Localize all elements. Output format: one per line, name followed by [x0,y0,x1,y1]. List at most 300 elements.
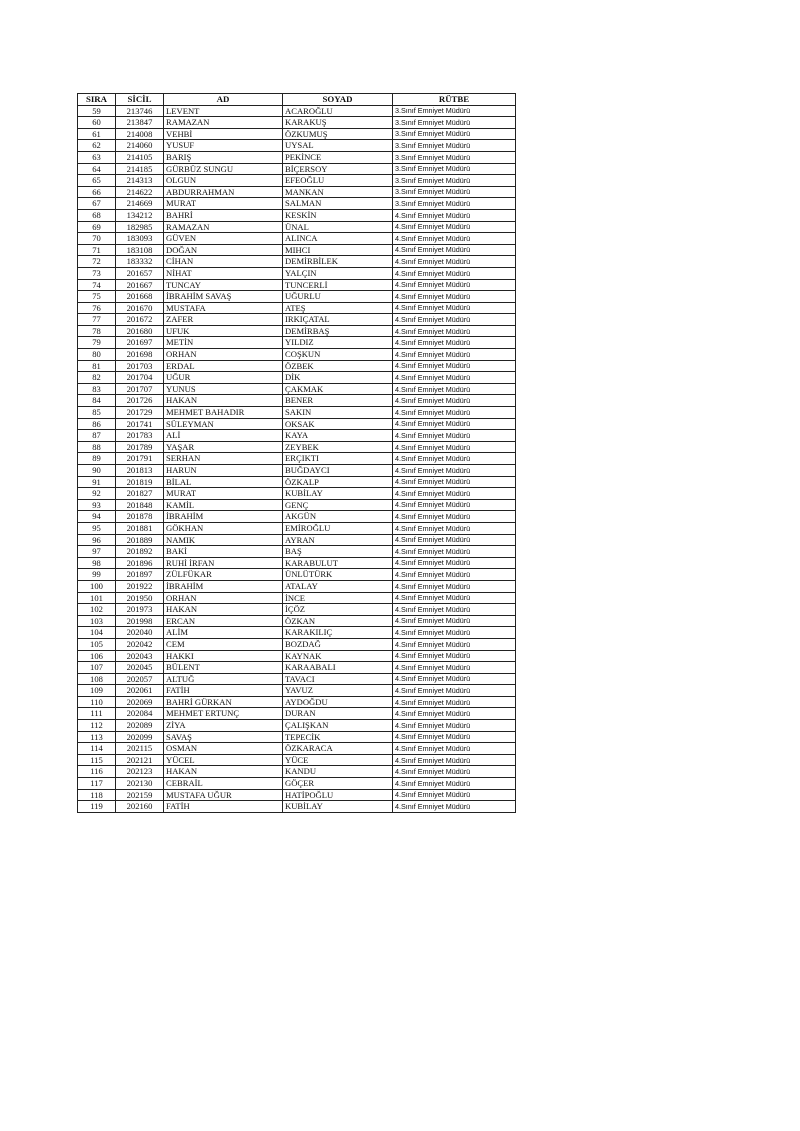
cell-soyad: BOZDAĞ [283,638,393,650]
cell-sicil: 201813 [116,465,164,477]
cell-sicil: 201697 [116,337,164,349]
column-header-rutbe: RÜTBE [393,94,516,106]
cell-sicil: 201827 [116,488,164,500]
cell-soyad: ÇALIŞKAN [283,720,393,732]
cell-sira: 119 [78,801,116,813]
cell-sicil: 201703 [116,360,164,372]
cell-soyad: GÖÇER [283,778,393,790]
cell-soyad: KESKİN [283,209,393,221]
cell-rutbe: 3.Sınıf Emniyet Müdürü [393,128,516,140]
cell-rutbe: 4.Sınıf Emniyet Müdürü [393,465,516,477]
cell-sira: 59 [78,105,116,117]
cell-sicil: 201973 [116,604,164,616]
table-row [78,557,516,569]
cell-sira: 94 [78,511,116,523]
table-row [78,638,516,650]
cell-soyad: UĞURLU [283,291,393,303]
cell-sicil: 202089 [116,720,164,732]
cell-rutbe: 3.Sınıf Emniyet Müdürü [393,163,516,175]
cell-ad: MURAT [164,198,283,210]
cell-soyad: ÜNLÜTÜRK [283,569,393,581]
table-row [78,441,516,453]
cell-sicil: 201667 [116,279,164,291]
cell-sicil: 214622 [116,186,164,198]
cell-sira: 113 [78,731,116,743]
cell-sicil: 182985 [116,221,164,233]
cell-sira: 79 [78,337,116,349]
table-row [78,291,516,303]
cell-rutbe: 4.Sınıf Emniyet Müdürü [393,696,516,708]
cell-rutbe: 4.Sınıf Emniyet Müdürü [393,349,516,361]
cell-rutbe: 4.Sınıf Emniyet Müdürü [393,615,516,627]
cell-ad: BARIŞ [164,151,283,163]
cell-sicil: 183093 [116,233,164,245]
cell-sicil: 201881 [116,522,164,534]
cell-sicil: 201704 [116,372,164,384]
cell-rutbe: 4.Sınıf Emniyet Müdürü [393,673,516,685]
cell-sira: 96 [78,534,116,546]
cell-sira: 114 [78,743,116,755]
cell-soyad: ALINCA [283,233,393,245]
cell-rutbe: 3.Sınıf Emniyet Müdürü [393,105,516,117]
cell-ad: ORHAN [164,592,283,604]
table-row [78,279,516,291]
table-row [78,175,516,187]
table-row [78,140,516,152]
cell-rutbe: 4.Sınıf Emniyet Müdürü [393,279,516,291]
cell-sira: 60 [78,117,116,129]
cell-soyad: KUBİLAY [283,488,393,500]
cell-sicil: 201707 [116,383,164,395]
cell-soyad: TEPECİK [283,731,393,743]
cell-sira: 70 [78,233,116,245]
cell-sira: 89 [78,453,116,465]
cell-sira: 73 [78,267,116,279]
table-row [78,789,516,801]
cell-soyad: KARAKUŞ [283,117,393,129]
cell-sicil: 202084 [116,708,164,720]
cell-soyad: BENER [283,395,393,407]
cell-sira: 61 [78,128,116,140]
cell-sira: 68 [78,209,116,221]
cell-ad: İBRAHİM [164,511,283,523]
cell-ad: MURAT [164,488,283,500]
cell-sira: 104 [78,627,116,639]
table-row [78,696,516,708]
cell-rutbe: 4.Sınıf Emniyet Müdürü [393,778,516,790]
cell-soyad: ÇAKMAK [283,383,393,395]
cell-sicil: 213746 [116,105,164,117]
cell-sira: 83 [78,383,116,395]
cell-sicil: 214105 [116,151,164,163]
cell-ad: YAŞAR [164,441,283,453]
cell-soyad: İÇÖZ [283,604,393,616]
cell-ad: ALİM [164,627,283,639]
cell-soyad: TUNCERLİ [283,279,393,291]
table-row [78,766,516,778]
cell-soyad: ATALAY [283,580,393,592]
cell-rutbe: 4.Sınıf Emniyet Müdürü [393,383,516,395]
cell-rutbe: 4.Sınıf Emniyet Müdürü [393,291,516,303]
cell-sira: 112 [78,720,116,732]
cell-sira: 110 [78,696,116,708]
table-row [78,372,516,384]
cell-soyad: KAYA [283,430,393,442]
cell-sicil: 201670 [116,302,164,314]
cell-ad: MEHMET BAHADIR [164,407,283,419]
table-row [78,337,516,349]
table-row [78,465,516,477]
cell-rutbe: 4.Sınıf Emniyet Müdürü [393,766,516,778]
table-row [78,720,516,732]
table-row [78,778,516,790]
cell-sicil: 201791 [116,453,164,465]
table-row [78,708,516,720]
cell-sicil: 202069 [116,696,164,708]
cell-ad: HAKAN [164,766,283,778]
cell-sira: 101 [78,592,116,604]
cell-sicil: 201668 [116,291,164,303]
table-row [78,673,516,685]
cell-rutbe: 4.Sınıf Emniyet Müdürü [393,360,516,372]
cell-sira: 74 [78,279,116,291]
cell-soyad: AYRAN [283,534,393,546]
cell-soyad: SALMAN [283,198,393,210]
cell-rutbe: 4.Sınıf Emniyet Müdürü [393,233,516,245]
cell-soyad: PEKİNCE [283,151,393,163]
cell-sira: 72 [78,256,116,268]
cell-sira: 80 [78,349,116,361]
cell-ad: TUNCAY [164,279,283,291]
cell-ad: ALTUĞ [164,673,283,685]
table-row [78,592,516,604]
cell-soyad: BİÇERSOY [283,163,393,175]
cell-soyad: BUĞDAYCI [283,465,393,477]
cell-sicil: 201922 [116,580,164,592]
table-row [78,221,516,233]
table-row [78,418,516,430]
cell-sicil: 201896 [116,557,164,569]
table-row [78,302,516,314]
cell-rutbe: 4.Sınıf Emniyet Müdürü [393,325,516,337]
cell-rutbe: 4.Sınıf Emniyet Müdürü [393,592,516,604]
cell-rutbe: 4.Sınıf Emniyet Müdürü [393,209,516,221]
table-row [78,314,516,326]
table-row [78,128,516,140]
table-row [78,476,516,488]
cell-rutbe: 3.Sınıf Emniyet Müdürü [393,140,516,152]
cell-sicil: 214669 [116,198,164,210]
cell-rutbe: 4.Sınıf Emniyet Müdürü [393,708,516,720]
cell-ad: RUHİ İRFAN [164,557,283,569]
cell-rutbe: 4.Sınıf Emniyet Müdürü [393,546,516,558]
cell-ad: YUSUF [164,140,283,152]
cell-rutbe: 4.Sınıf Emniyet Müdürü [393,743,516,755]
cell-sicil: 183108 [116,244,164,256]
cell-sira: 77 [78,314,116,326]
cell-rutbe: 4.Sınıf Emniyet Müdürü [393,627,516,639]
cell-sira: 109 [78,685,116,697]
cell-sira: 95 [78,522,116,534]
cell-ad: ZAFER [164,314,283,326]
cell-sicil: 201892 [116,546,164,558]
cell-ad: MUSTAFA UĞUR [164,789,283,801]
cell-ad: ORHAN [164,349,283,361]
cell-ad: CEBRAİL [164,778,283,790]
cell-sicil: 202045 [116,662,164,674]
cell-soyad: BAŞ [283,546,393,558]
cell-rutbe: 4.Sınıf Emniyet Müdürü [393,662,516,674]
cell-sicil: 202057 [116,673,164,685]
table-row [78,754,516,766]
table-row [78,604,516,616]
cell-ad: HARUN [164,465,283,477]
cell-sicil: 201729 [116,407,164,419]
table-body [78,105,516,812]
cell-sira: 86 [78,418,116,430]
table-row [78,267,516,279]
cell-ad: ERDAL [164,360,283,372]
cell-soyad: EFEOĞLU [283,175,393,187]
cell-sicil: 213847 [116,117,164,129]
cell-ad: RAMAZAN [164,221,283,233]
cell-sira: 92 [78,488,116,500]
cell-soyad: ATEŞ [283,302,393,314]
cell-ad: ALİ [164,430,283,442]
cell-sira: 107 [78,662,116,674]
cell-sicil: 183332 [116,256,164,268]
cell-sira: 105 [78,638,116,650]
cell-sicil: 201998 [116,615,164,627]
cell-sicil: 201889 [116,534,164,546]
cell-sicil: 202130 [116,778,164,790]
cell-soyad: ÖZKAN [283,615,393,627]
cell-soyad: YALÇIN [283,267,393,279]
cell-ad: DOĞAN [164,244,283,256]
cell-soyad: KARAABALI [283,662,393,674]
cell-ad: YÜCEL [164,754,283,766]
cell-soyad: IRKIÇATAL [283,314,393,326]
cell-ad: BAHRİ [164,209,283,221]
cell-sicil: 202160 [116,801,164,813]
cell-sira: 98 [78,557,116,569]
column-header-ad: AD [164,94,283,106]
cell-sira: 91 [78,476,116,488]
cell-ad: OLGUN [164,175,283,187]
cell-soyad: ÖZKUMUŞ [283,128,393,140]
cell-sicil: 202099 [116,731,164,743]
table-row [78,105,516,117]
table-row [78,233,516,245]
cell-ad: SAVAŞ [164,731,283,743]
cell-sira: 65 [78,175,116,187]
cell-soyad: SAKIN [283,407,393,419]
cell-sicil: 201789 [116,441,164,453]
cell-rutbe: 4.Sınıf Emniyet Müdürü [393,476,516,488]
cell-soyad: ÖZBEK [283,360,393,372]
cell-soyad: MIHCI [283,244,393,256]
cell-rutbe: 4.Sınıf Emniyet Müdürü [393,221,516,233]
cell-sira: 62 [78,140,116,152]
cell-soyad: COŞKUN [283,349,393,361]
cell-sira: 78 [78,325,116,337]
table-row [78,186,516,198]
cell-ad: UĞUR [164,372,283,384]
table-row [78,499,516,511]
table-row [78,349,516,361]
cell-soyad: UYSAL [283,140,393,152]
cell-sicil: 214060 [116,140,164,152]
table-row [78,662,516,674]
cell-ad: OSMAN [164,743,283,755]
table-row [78,522,516,534]
cell-soyad: KARABULUT [283,557,393,569]
cell-rutbe: 4.Sınıf Emniyet Müdürü [393,731,516,743]
cell-ad: RAMAZAN [164,117,283,129]
column-header-soyad: SOYAD [283,94,393,106]
table-row [78,569,516,581]
cell-soyad: TAVACI [283,673,393,685]
cell-rutbe: 4.Sınıf Emniyet Müdürü [393,407,516,419]
cell-soyad: KUBİLAY [283,801,393,813]
cell-sicil: 201897 [116,569,164,581]
cell-soyad: GENÇ [283,499,393,511]
cell-rutbe: 4.Sınıf Emniyet Müdürü [393,499,516,511]
cell-soyad: DİK [283,372,393,384]
table-row [78,163,516,175]
cell-sira: 108 [78,673,116,685]
cell-sicil: 201741 [116,418,164,430]
cell-rutbe: 4.Sınıf Emniyet Müdürü [393,685,516,697]
cell-ad: METİN [164,337,283,349]
table-row [78,534,516,546]
cell-soyad: ÖZKALP [283,476,393,488]
cell-soyad: YÜCE [283,754,393,766]
cell-soyad: ÖZKARACA [283,743,393,755]
table-row [78,650,516,662]
cell-ad: HAKAN [164,395,283,407]
cell-soyad: KANDU [283,766,393,778]
cell-soyad: MANKAN [283,186,393,198]
cell-sicil: 202115 [116,743,164,755]
cell-sira: 93 [78,499,116,511]
cell-sicil: 202040 [116,627,164,639]
cell-ad: SÜLEYMAN [164,418,283,430]
cell-ad: MEHMET ERTUNÇ [164,708,283,720]
cell-rutbe: 4.Sınıf Emniyet Müdürü [393,801,516,813]
cell-sicil: 201950 [116,592,164,604]
personnel-table [77,93,516,813]
cell-soyad: DEMİRBİLEK [283,256,393,268]
cell-sira: 97 [78,546,116,558]
cell-ad: SERHAN [164,453,283,465]
cell-soyad: KAYNAK [283,650,393,662]
cell-sicil: 201726 [116,395,164,407]
cell-ad: FATİH [164,801,283,813]
cell-sira: 67 [78,198,116,210]
cell-rutbe: 4.Sınıf Emniyet Müdürü [393,267,516,279]
cell-ad: HAKAN [164,604,283,616]
cell-rutbe: 4.Sınıf Emniyet Müdürü [393,395,516,407]
cell-ad: BÜLENT [164,662,283,674]
cell-rutbe: 4.Sınıf Emniyet Müdürü [393,511,516,523]
cell-soyad: İNCE [283,592,393,604]
cell-ad: YUNUS [164,383,283,395]
cell-rutbe: 4.Sınıf Emniyet Müdürü [393,604,516,616]
header-row [78,94,516,106]
table-row [78,395,516,407]
table-header [78,94,516,106]
table-row [78,546,516,558]
cell-sira: 116 [78,766,116,778]
cell-sicil: 202159 [116,789,164,801]
cell-rutbe: 4.Sınıf Emniyet Müdürü [393,314,516,326]
column-header-sicil: SİCİL [116,94,164,106]
table-row [78,731,516,743]
cell-sicil: 201783 [116,430,164,442]
cell-rutbe: 4.Sınıf Emniyet Müdürü [393,453,516,465]
cell-ad: VEHBİ [164,128,283,140]
cell-sira: 85 [78,407,116,419]
cell-sicil: 214185 [116,163,164,175]
cell-ad: NAMIK [164,534,283,546]
cell-sira: 99 [78,569,116,581]
cell-soyad: YILDIZ [283,337,393,349]
cell-ad: CEM [164,638,283,650]
cell-sicil: 201698 [116,349,164,361]
cell-ad: NİHAT [164,267,283,279]
cell-rutbe: 4.Sınıf Emniyet Müdürü [393,580,516,592]
cell-rutbe: 4.Sınıf Emniyet Müdürü [393,720,516,732]
cell-sicil: 201680 [116,325,164,337]
cell-sicil: 202043 [116,650,164,662]
cell-sira: 69 [78,221,116,233]
cell-rutbe: 4.Sınıf Emniyet Müdürü [393,302,516,314]
cell-ad: UFUK [164,325,283,337]
cell-soyad: OKSAK [283,418,393,430]
cell-soyad: EMİROĞLU [283,522,393,534]
cell-rutbe: 3.Sınıf Emniyet Müdürü [393,151,516,163]
cell-soyad: HATİPOĞLU [283,789,393,801]
table-row [78,615,516,627]
cell-sicil: 202121 [116,754,164,766]
cell-soyad: ERÇIKTI [283,453,393,465]
table-row [78,151,516,163]
cell-sira: 100 [78,580,116,592]
cell-rutbe: 4.Sınıf Emniyet Müdürü [393,430,516,442]
cell-sira: 115 [78,754,116,766]
cell-soyad: DURAN [283,708,393,720]
cell-soyad: YAVUZ [283,685,393,697]
cell-sira: 102 [78,604,116,616]
cell-sicil: 201819 [116,476,164,488]
table-row [78,430,516,442]
cell-soyad: KARAKILIÇ [283,627,393,639]
cell-ad: GÜVEN [164,233,283,245]
cell-soyad: ÜNAL [283,221,393,233]
cell-sicil: 214008 [116,128,164,140]
cell-rutbe: 4.Sınıf Emniyet Müdürü [393,418,516,430]
cell-soyad: ZEYBEK [283,441,393,453]
cell-ad: HAKKI [164,650,283,662]
cell-sira: 103 [78,615,116,627]
cell-rutbe: 3.Sınıf Emniyet Müdürü [393,117,516,129]
table-row [78,407,516,419]
cell-rutbe: 4.Sınıf Emniyet Müdürü [393,256,516,268]
cell-ad: GÜRBÜZ SUNGU [164,163,283,175]
table-row [78,488,516,500]
cell-rutbe: 4.Sınıf Emniyet Müdürü [393,488,516,500]
